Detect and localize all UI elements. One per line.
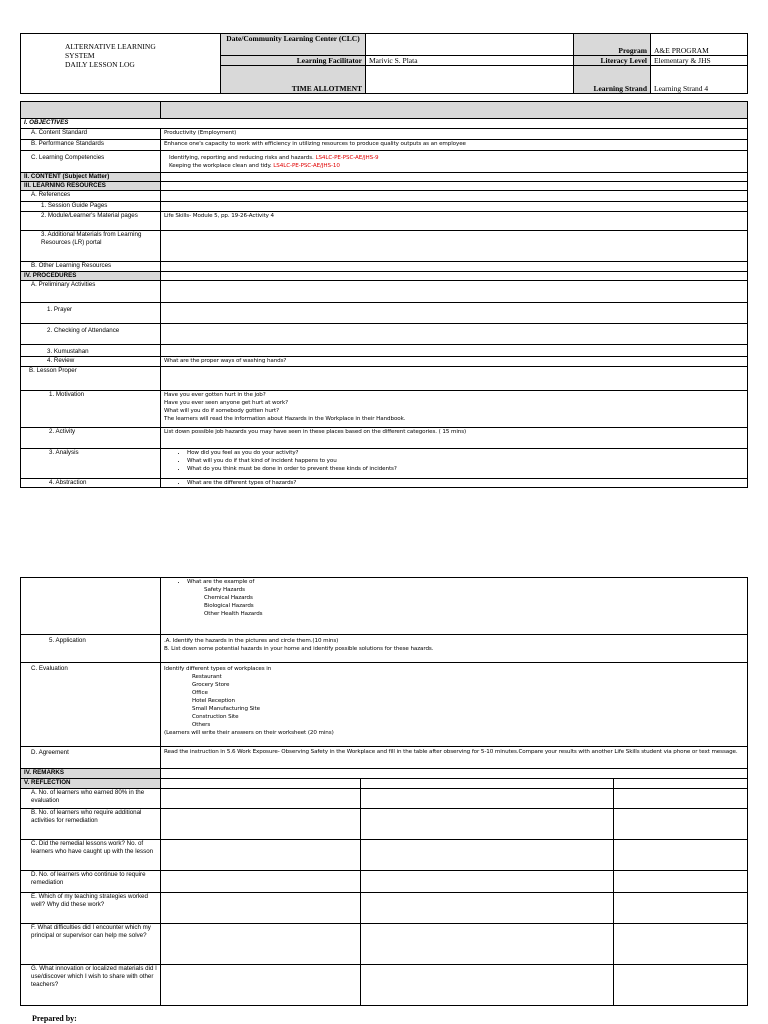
strand-label: Learning Strand xyxy=(574,66,651,94)
workplace-item: Small Manufacturing Site xyxy=(192,706,260,712)
reflection-cell[interactable] xyxy=(614,840,748,871)
reflection-item-e: E. Which of my teaching strategies worked well? Why did these work? xyxy=(21,893,161,924)
reflection-item-a: A. No. of learners who earned 80% in the evaluation xyxy=(21,789,161,809)
workplace-item: Hotel Reception xyxy=(192,698,235,704)
procedures-heading: IV. PROCEDURES xyxy=(21,272,161,281)
lesson-proper-label: B. Lesson Proper xyxy=(21,367,161,391)
workplace-item: Office xyxy=(192,690,208,696)
literacy-value: Elementary & JHS xyxy=(651,56,748,66)
abstraction-continued: • What are the example of Safety Hazards Chemical Hazards Biological Hazards Other Health Hazards xyxy=(161,578,748,635)
analysis-item: • How did you feel as you do your activity? xyxy=(187,449,744,457)
reflection-cell[interactable] xyxy=(161,924,361,965)
preliminary-label: A. Preliminary Activities xyxy=(21,281,161,303)
competency-code-1: LS4LC-PE-PSC-AE/JHS-9 xyxy=(315,155,379,161)
module-label: 2. Module/Learner's Material pages xyxy=(21,212,161,231)
facilitator-value: Marivic S. Plata xyxy=(366,56,574,66)
hazard-type: Biological Hazards xyxy=(204,603,254,609)
kumustahan-label: 3. Kumustahan xyxy=(21,345,161,357)
lesson-table-page-1 xyxy=(20,101,748,488)
evaluation-value: Identify different types of workplaces in Restaurant Grocery Store Office Hotel Reception Small Manufacturing Site Construction Site Others (Learners will write their answers on their worksheet (20 mins) xyxy=(161,663,748,747)
reflection-cell[interactable] xyxy=(614,871,748,893)
literacy-label: Literacy Level xyxy=(574,56,651,66)
remarks-heading: IV. REMARKS xyxy=(21,769,161,779)
module-value: Life Skills- Module 5, pp. 19-26-Activity 4 xyxy=(161,212,748,231)
competencies-value: Identifying, reporting and reducing risks and hazards. LS4LC-PE-PSC-AE/JHS-9 Keeping the workplace clean and tidy. LS4LC-PE-PSC-AE/JHS-10 xyxy=(161,151,748,173)
prayer-label: 1. Prayer xyxy=(21,303,161,324)
reflection-heading: V. REFLECTION xyxy=(21,779,161,789)
competency-code-2: LS4LC-PE-PSC-AE/JHS-10 xyxy=(273,163,340,169)
reflection-cell[interactable] xyxy=(614,789,748,809)
competencies-label: C. Learning Competencies xyxy=(21,151,161,173)
reflection-cell[interactable] xyxy=(161,789,361,809)
review-label: 4. Review xyxy=(21,357,161,367)
reflection-cell[interactable] xyxy=(614,893,748,924)
time-label: TIME ALLOTMENT xyxy=(221,66,366,94)
hazard-type: Chemical Hazards xyxy=(204,595,253,601)
workplace-item: Restaurant xyxy=(192,674,222,680)
content-heading: II. CONTENT (Subject Matter) xyxy=(21,173,161,182)
program-label: Program xyxy=(574,34,651,56)
session-guide-label: 1. Session Guide Pages xyxy=(21,202,161,212)
log-title: ALTERNATIVE LEARNING SYSTEM DAILY LESSON LOG xyxy=(21,34,221,94)
reflection-cell[interactable] xyxy=(361,840,614,871)
evaluation-label: C. Evaluation xyxy=(21,663,161,747)
clc-label: Date/Community Learning Center (CLC) xyxy=(221,34,366,56)
hazard-type: Safety Hazards xyxy=(204,587,245,593)
application-label: 5. Application xyxy=(21,635,161,663)
lesson-table-page-2 xyxy=(20,577,748,1006)
workplace-item: Others xyxy=(192,722,211,728)
header-table xyxy=(20,33,748,94)
time-value[interactable] xyxy=(366,66,574,94)
resources-heading: III. LEARNING RESOURCES xyxy=(21,182,161,191)
motivation-label: 1. Motivation xyxy=(21,391,161,428)
reflection-item-d: D. No. of learners who continue to require remediation xyxy=(21,871,161,893)
abstraction-label: 4. Abstraction xyxy=(21,479,161,488)
motivation-value: Have you ever gotten hurt in the job? Have you ever seen anyone get hurt at work? What will you do if somebody gotten hurt? The learners will read the information about Hazards in the Workplace in their Handbook. xyxy=(161,391,748,428)
reflection-cell[interactable] xyxy=(161,809,361,840)
performance-label: B. Performance Standards xyxy=(21,140,161,151)
reflection-cell[interactable] xyxy=(361,893,614,924)
activity-label: 2. Activity xyxy=(21,428,161,449)
analysis-label: 3. Analysis xyxy=(21,449,161,479)
additional-materials-label: 3. Additional Materials from Learning Resources (LR) portal xyxy=(21,231,161,262)
reflection-cell[interactable] xyxy=(614,924,748,965)
reflection-item-b: B. No. of learners who require additional activities for remediation xyxy=(21,809,161,840)
references-label: A. References xyxy=(21,191,161,202)
hazard-type: Other Health Hazards xyxy=(204,611,263,617)
reflection-cell[interactable] xyxy=(161,965,361,1006)
reflection-cell[interactable] xyxy=(361,924,614,965)
clc-value[interactable] xyxy=(366,34,574,56)
review-value: What are the proper ways of washing hands? xyxy=(161,357,748,367)
content-standard-value: Productivity (Employment) xyxy=(161,129,748,140)
reflection-cell[interactable] xyxy=(361,789,614,809)
facilitator-label: Learning Facilitator xyxy=(221,56,366,66)
attendance-label: 2. Checking of Attendance xyxy=(21,324,161,345)
content-standard-label: A. Content Standard xyxy=(21,129,161,140)
reflection-cell[interactable] xyxy=(161,871,361,893)
agreement-value: Read the instruction in 5.6 Work Exposure- Observing Safety in the Workplace and fill in the table after observing for 5-10 minutes.Compare your results with another Life Skills student via phone or text message. xyxy=(161,747,748,769)
agreement-label: D. Agreement xyxy=(21,747,161,769)
other-resources-label: B. Other Learning Resources xyxy=(21,262,161,272)
performance-value: Enhance one's capacity to work with efficiency in utilizing resources to produce quality outputs as an employee xyxy=(161,140,748,151)
application-value: .A. Identify the hazards in the pictures and circle them.(10 mins) B. List down some potential hazards in your home and identify possible solutions for these hazards. xyxy=(161,635,748,663)
analysis-value xyxy=(161,449,748,479)
reflection-cell[interactable] xyxy=(361,965,614,1006)
reflection-item-c: C. Did the remedial lessons work? No. of learners who have caught up with the lesson xyxy=(21,840,161,871)
analysis-item: • What do you think must be done in order to prevent these kinds of incidents? xyxy=(187,465,744,473)
activity-value: List down possible job hazards you may have seen in these places based on the different categories. ( 15 mins) xyxy=(161,428,748,449)
reflection-cell[interactable] xyxy=(614,809,748,840)
reflection-item-f: F. What difficulties did I encounter which my principal or supervisor can help me solve? xyxy=(21,924,161,965)
strand-value: Learning Strand 4 xyxy=(651,66,748,94)
objectives-heading: I. OBJECTIVES xyxy=(21,119,748,129)
reflection-cell[interactable] xyxy=(614,965,748,1006)
analysis-item: • What will you do if that kind of incident happens to you xyxy=(187,457,744,465)
workplace-item: Construction Site xyxy=(192,714,239,720)
reflection-cell[interactable] xyxy=(161,840,361,871)
reflection-cell[interactable] xyxy=(361,809,614,840)
program-value: A&E PROGRAM xyxy=(651,34,748,56)
reflection-cell[interactable] xyxy=(361,871,614,893)
reflection-item-g: G. What innovation or localized materials did I use/discover which I wish to share with other teachers? xyxy=(21,965,161,1006)
reflection-cell[interactable] xyxy=(161,893,361,924)
prepared-by-label: Prepared by: xyxy=(32,1014,77,1023)
workplace-item: Grocery Store xyxy=(192,682,230,688)
abstraction-value: • What are the different types of hazards? xyxy=(161,479,748,488)
